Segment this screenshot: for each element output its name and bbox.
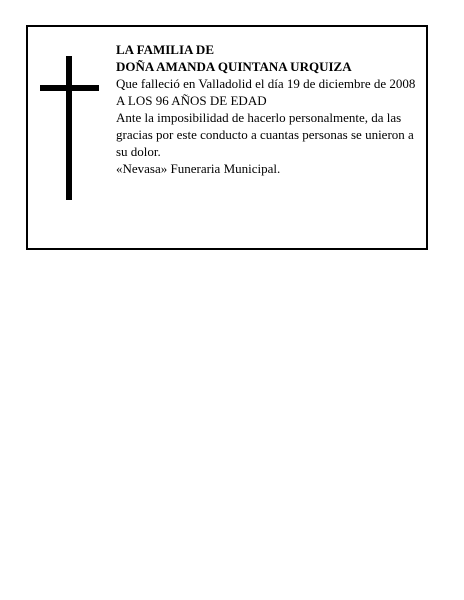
obituary-notice bbox=[26, 25, 428, 250]
funeral-home: «Nevasa» Funeraria Municipal. bbox=[116, 161, 281, 176]
notice-text bbox=[116, 41, 424, 177]
cross-horizontal-bar bbox=[40, 85, 99, 91]
cross-icon bbox=[40, 56, 99, 200]
age-line: A LOS 96 AÑOS DE EDAD bbox=[116, 93, 267, 108]
heading-deceased-name: DOÑA AMANDA QUINTANA URQUIZA bbox=[116, 59, 352, 74]
thanks-message: Ante la imposibilidad de hacerlo personalmente, da las gracias por este conducto a cuantas personas se unieron a su dolor. bbox=[116, 110, 414, 159]
death-info: Que falleció en Valladolid el día 19 de diciembre de 2008 bbox=[116, 76, 416, 91]
cross-vertical-bar bbox=[66, 56, 72, 200]
heading-family: LA FAMILIA DE bbox=[116, 42, 214, 57]
